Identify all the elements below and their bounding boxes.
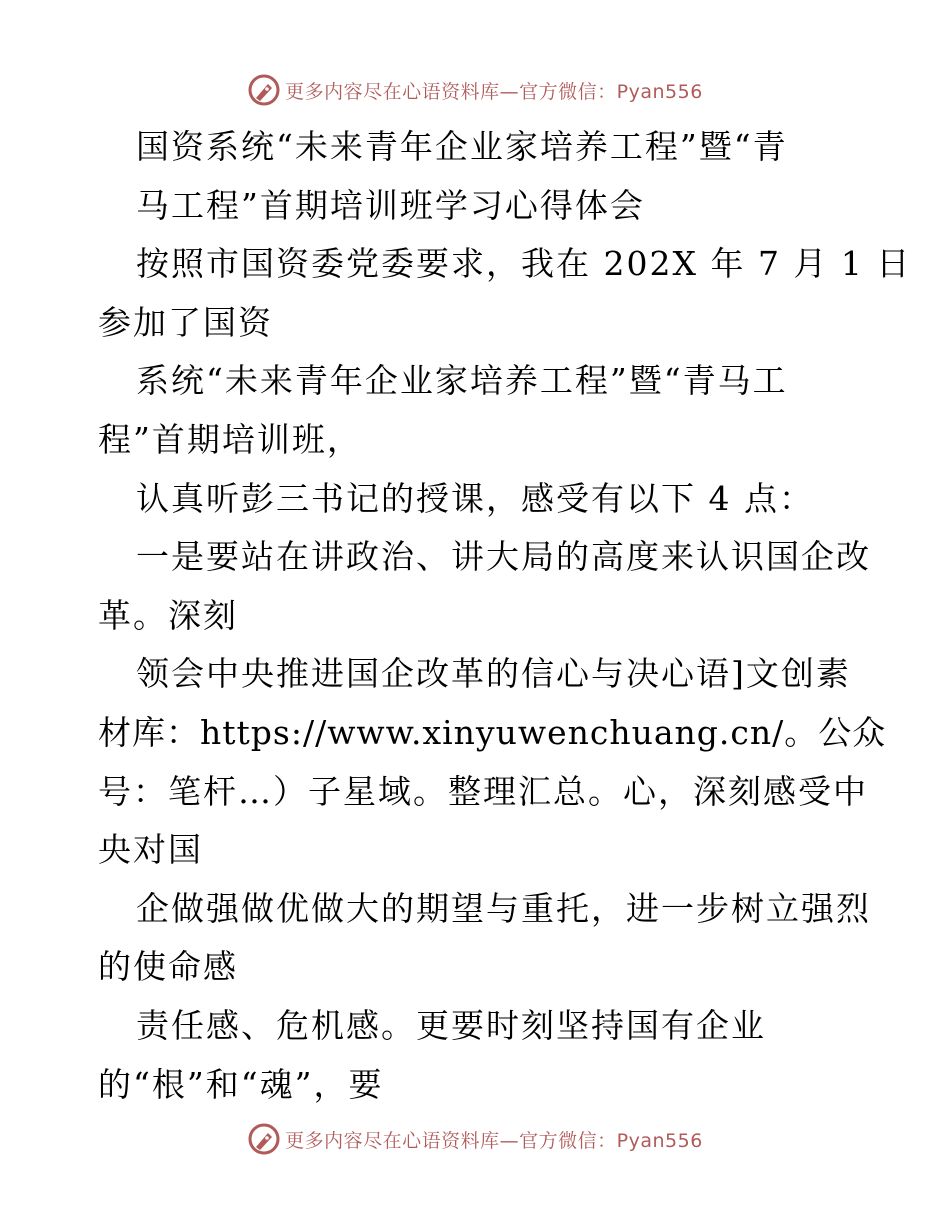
paragraph-line: 按照市国资委党委要求，我在 202X 年 7 月 1 日 — [136, 244, 912, 284]
paragraph-line: 系统“未来青年企业家培养工程”暨“青马工 — [136, 361, 788, 401]
watermark-text: 更多内容尽在心语资料库—官方微信：Pyan556 — [285, 1129, 703, 1152]
paragraph-line: 号：笔杆…）子星域。整理汇总。心，深刻感受中 — [98, 771, 868, 811]
paragraph-line: 程”首期培训班， — [98, 419, 362, 459]
title-line-1: 国资系统“未来青年企业家培养工程”暨“青 — [136, 127, 788, 166]
paragraph-line: 企做强做优做大的期望与重托，进一步树立强烈 — [136, 888, 871, 928]
paragraph-line: 责任感、危机感。更要时刻坚持国有企业 — [136, 1005, 766, 1045]
footer-watermark-banner — [0, 1119, 950, 1159]
watermark-text: 更多内容尽在心语资料库—官方微信：Pyan556 — [285, 80, 703, 103]
paragraph-line: 一是要站在讲政治、讲大局的高度来认识国企改 — [136, 537, 871, 577]
pen-nib-logo-icon — [247, 73, 281, 107]
paragraph-line: 央对国 — [98, 830, 203, 870]
paragraph-line: 认真听彭三书记的授课，感受有以下 4 点： — [136, 478, 814, 518]
document-body — [98, 118, 912, 1114]
paragraph-line: 的“根”和“魂”，要 — [98, 1064, 384, 1104]
pen-nib-logo-icon — [247, 1122, 281, 1156]
header-watermark-banner — [0, 70, 950, 110]
paragraph-line-url: 材库：https://www.xinyuwenchuang.cn/。公众 — [98, 712, 887, 752]
title-line-2: 马工程”首期培训班学习心得体会 — [136, 185, 645, 225]
paragraph-line: 的使命感 — [98, 947, 238, 987]
paragraph-line: 领会中央推进国企改革的信心与决心语]文创素 — [136, 654, 851, 694]
paragraph-line: 参加了国资 — [98, 302, 273, 342]
paragraph-line: 革。深刻 — [98, 595, 238, 635]
